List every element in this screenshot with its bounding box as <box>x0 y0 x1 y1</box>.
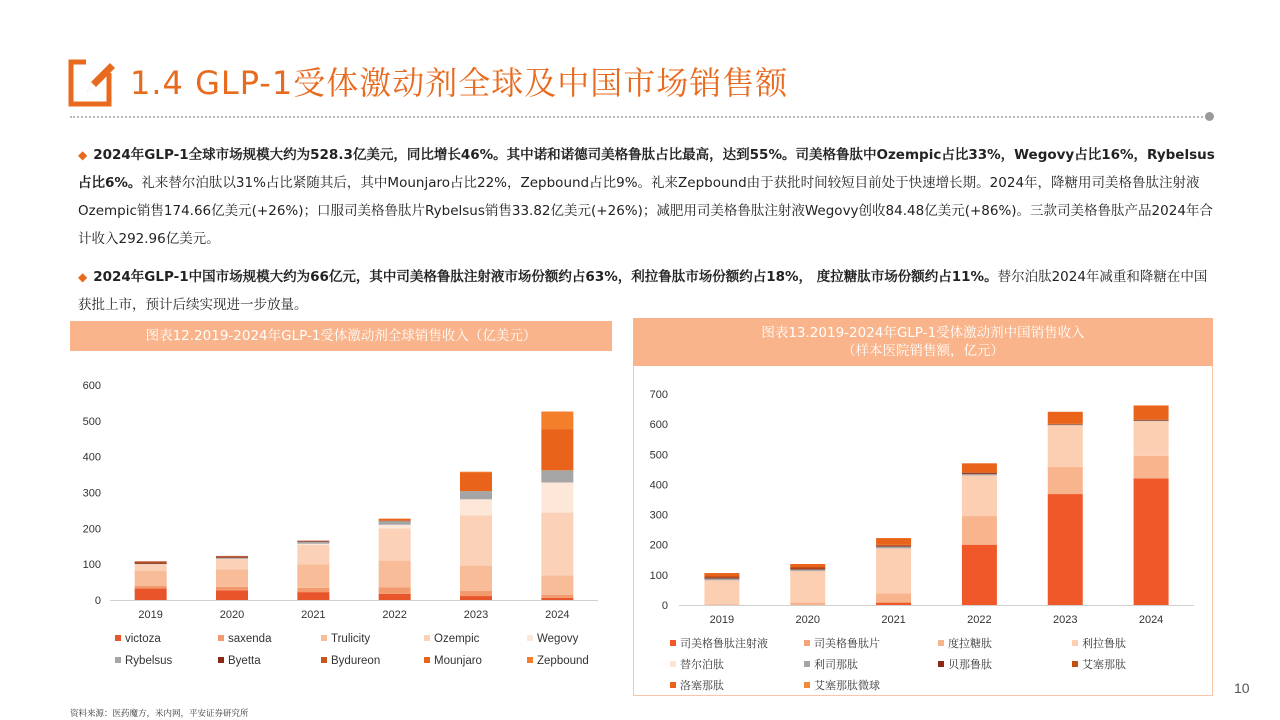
legend-swatch <box>115 635 121 641</box>
x-tick-label: 2022 <box>382 609 407 621</box>
bar-segment <box>460 499 492 515</box>
source-note: 资料来源：医药魔方，米内网，平安证券研究所 <box>70 709 249 719</box>
bar-segment <box>135 571 167 586</box>
bar-segment <box>216 559 248 570</box>
title-divider-dot <box>1205 112 1214 121</box>
y-tick-label: 200 <box>82 523 101 536</box>
bar-segment <box>790 569 825 570</box>
legend-label: 利司那肽 <box>814 659 858 671</box>
chart12-title: 图表12.2019-2024年GLP-1受体激动剂全球销售收入（亿美元） <box>70 321 612 351</box>
chart13-title-line1: 图表13.2019-2024年GLP-1受体激动剂中国销售收入 <box>761 325 1085 341</box>
bar-segment <box>541 598 573 600</box>
x-tick-label: 2019 <box>709 614 735 626</box>
legend-swatch <box>938 640 944 646</box>
legend-swatch <box>804 640 810 646</box>
legend-swatch <box>527 657 533 663</box>
y-tick-label: 500 <box>82 415 101 428</box>
bar-segment <box>876 538 911 545</box>
bar-segment <box>1048 424 1083 425</box>
bar-segment <box>876 603 911 605</box>
legend-swatch <box>527 635 533 641</box>
y-tick-label: 600 <box>82 380 101 392</box>
bar-segment <box>876 545 911 546</box>
legend-label: Trulicity <box>331 633 371 645</box>
bar-segment <box>135 561 167 562</box>
legend-label: 贝那鲁肽 <box>948 659 992 671</box>
x-tick-label: 2019 <box>138 609 163 621</box>
bar-segment <box>1134 456 1169 479</box>
chart13-title-line2: （样本医院销售额，亿元） <box>842 343 1004 359</box>
bar-segment <box>297 588 329 592</box>
y-tick-label: 300 <box>82 487 101 500</box>
bar-segment <box>1048 412 1083 424</box>
bar-segment <box>962 474 997 476</box>
y-tick-label: 100 <box>649 569 668 582</box>
legend-swatch <box>670 682 676 688</box>
legend-swatch <box>804 682 810 688</box>
x-tick-label: 2020 <box>219 609 245 621</box>
bar-segment <box>460 491 492 499</box>
paragraph-china-market <box>78 263 1218 319</box>
bar-segment <box>876 546 911 547</box>
bar-segment <box>1134 421 1169 456</box>
legend-swatch <box>321 657 327 663</box>
paragraph-1-bold: 2024年GLP-1全球市场规模大约为528.3亿美元，同比增长46%。其中诺和诺德司美格鲁肽占比最高，达到55%。司美格鲁肽中Ozempic占比33%，Wegovy占比16%，Rybelsus占比6%。 <box>78 147 1215 191</box>
bar-segment <box>876 547 911 549</box>
bar-segment <box>460 472 492 473</box>
bar-segment <box>297 592 329 600</box>
legend-swatch <box>1072 661 1078 667</box>
bar-segment <box>216 556 248 557</box>
x-tick-label: 2022 <box>967 614 992 626</box>
chart13-title <box>633 318 1213 366</box>
bar-segment <box>1048 467 1083 494</box>
bar-segment <box>704 604 739 605</box>
bar-segment <box>1134 478 1169 605</box>
bullet-diamond-icon: ◆ <box>78 270 88 284</box>
bar-segment <box>1048 425 1083 467</box>
legend-label: Bydureon <box>331 655 381 667</box>
y-tick-label: 400 <box>82 451 101 464</box>
paragraph-global-market <box>78 141 1218 253</box>
bar-segment <box>379 594 411 600</box>
page-title: 1.4 GLP-1受体激动剂全球及中国市场销售额 <box>130 64 789 102</box>
bar-segment <box>790 567 825 569</box>
legend-label: 司美格鲁肽注射液 <box>680 638 768 650</box>
bar-segment <box>216 558 248 559</box>
bar-segment <box>790 564 825 567</box>
bar-segment <box>962 463 997 472</box>
legend-label: 度拉糖肽 <box>948 638 992 650</box>
legend-swatch <box>1072 640 1078 646</box>
x-tick-label: 2023 <box>1053 614 1078 626</box>
y-tick-label: 100 <box>82 559 101 572</box>
legend-label: Ozempic <box>434 633 480 645</box>
legend-label: 艾塞那肽微球 <box>814 680 880 692</box>
bar-segment <box>1048 425 1083 426</box>
bar-segment <box>704 578 739 579</box>
bar-segment <box>541 595 573 598</box>
paragraph-2-bold: 2024年GLP-1中国市场规模大约为66亿元，其中司美格鲁肽注射液市场份额约占63%，利拉鲁肽市场份额约占18%， 度拉糖肽市场份额约占11%。 <box>93 269 998 285</box>
x-tick-label: 2021 <box>301 609 326 621</box>
bar-segment <box>297 545 329 565</box>
legend-label: Zepbound <box>537 655 589 667</box>
legend-label: 艾塞那肽 <box>1082 659 1126 671</box>
bar-segment <box>379 525 411 529</box>
y-tick-label: 700 <box>649 389 668 401</box>
legend-label: Wegovy <box>537 633 579 645</box>
legend-label: 司美格鲁肽片 <box>814 638 880 650</box>
legend-label: victoza <box>125 633 161 645</box>
bar-segment <box>379 528 411 560</box>
bar-segment <box>704 580 739 604</box>
bar-segment <box>460 596 492 600</box>
bar-segment <box>962 475 997 516</box>
x-tick-label: 2020 <box>795 614 820 626</box>
legend-swatch <box>804 661 810 667</box>
legend-swatch <box>424 657 430 663</box>
bar-segment <box>216 570 248 587</box>
bar-segment <box>216 557 248 558</box>
bar-segment <box>1048 494 1083 605</box>
bar-segment <box>135 586 167 589</box>
bar-segment <box>135 564 167 570</box>
bar-segment <box>541 412 573 430</box>
bar-segment <box>1134 405 1169 419</box>
legend-swatch <box>424 635 430 641</box>
bar-segment <box>297 541 329 542</box>
bar-segment <box>962 516 997 545</box>
bar-segment <box>216 587 248 591</box>
chart13-china-sales <box>634 380 1212 698</box>
bar-segment <box>460 472 492 491</box>
bar-segment <box>704 576 739 578</box>
bar-segment <box>541 575 573 595</box>
bar-segment <box>1134 420 1169 421</box>
y-tick-label: 600 <box>649 419 668 432</box>
bar-segment <box>297 542 329 544</box>
legend-swatch <box>115 657 121 663</box>
bullet-diamond-icon: ◆ <box>78 148 88 162</box>
chart12-global-sales <box>70 362 615 680</box>
legend-label: 洛塞那肽 <box>680 680 724 692</box>
legend-label: Byetta <box>228 655 261 667</box>
bar-segment <box>297 544 329 545</box>
y-tick-label: 200 <box>649 539 668 552</box>
bar-segment <box>541 470 573 482</box>
bar-segment <box>379 561 411 588</box>
paragraph-2-normal: 替尔泊肽2024年减重和降糖在中国获批上市，预计后续实现进一步放量。 <box>78 269 1208 313</box>
bar-segment <box>379 519 411 521</box>
bar-segment <box>704 578 739 580</box>
bar-segment <box>962 473 997 474</box>
x-tick-label: 2023 <box>463 609 489 621</box>
bar-segment <box>541 482 573 512</box>
bar-segment <box>216 590 248 600</box>
bar-segment <box>379 587 411 593</box>
bar-segment <box>962 472 997 473</box>
bar-segment <box>460 566 492 591</box>
x-tick-label: 2024 <box>545 609 570 621</box>
y-tick-label: 400 <box>649 479 668 492</box>
bar-segment <box>541 513 573 576</box>
bar-segment <box>379 521 411 525</box>
bar-segment <box>876 594 911 603</box>
y-tick-label: 0 <box>661 600 668 612</box>
bar-segment <box>876 548 911 593</box>
pencil-frame-icon <box>68 56 116 108</box>
legend-swatch <box>321 635 327 641</box>
bar-segment <box>1134 421 1169 422</box>
bar-segment <box>541 429 573 470</box>
y-tick-label: 300 <box>649 509 668 522</box>
legend-swatch <box>670 640 676 646</box>
bar-segment <box>704 573 739 576</box>
bar-segment <box>460 515 492 565</box>
title-divider <box>70 116 1210 118</box>
y-tick-label: 0 <box>94 595 101 607</box>
x-tick-label: 2024 <box>1138 614 1164 626</box>
legend-swatch <box>218 657 224 663</box>
bar-segment <box>135 562 167 563</box>
legend-swatch <box>938 661 944 667</box>
paragraph-1-normal: 礼来替尔泊肽以31%占比紧随其后，其中Mounjaro占比22%，Zepbound占比9%。礼来Zepbound由于获批时间较短目前处于快速增长期。2024年，降糖用司美格鲁肽注射液Ozempic销售174.66亿美元(+26%)；口服司美格鲁肽片Rybelsus销售33.82亿美元(+26%)；减肥用司美格鲁肽注射液Wegovy创收84.48亿美元(+86%)。三款司美格鲁肽产品2024年合计收入292.96亿美元。 <box>78 175 1213 247</box>
bar-segment <box>962 545 997 605</box>
bar-segment <box>460 591 492 596</box>
legend-label: 替尔泊肽 <box>680 659 724 671</box>
bar-segment <box>135 589 167 600</box>
legend-swatch <box>670 661 676 667</box>
legend-label: Mounjaro <box>434 655 482 667</box>
legend-label: 利拉鲁肽 <box>1082 638 1126 650</box>
y-tick-label: 500 <box>649 449 668 462</box>
page-number: 10 <box>1234 680 1250 696</box>
bar-segment <box>790 569 825 571</box>
bar-segment <box>790 571 825 603</box>
legend-label: saxenda <box>228 633 272 645</box>
legend-label: Rybelsus <box>125 655 173 667</box>
bar-segment <box>297 565 329 588</box>
x-tick-label: 2021 <box>881 614 906 626</box>
legend-swatch <box>218 635 224 641</box>
bar-segment <box>790 603 825 605</box>
